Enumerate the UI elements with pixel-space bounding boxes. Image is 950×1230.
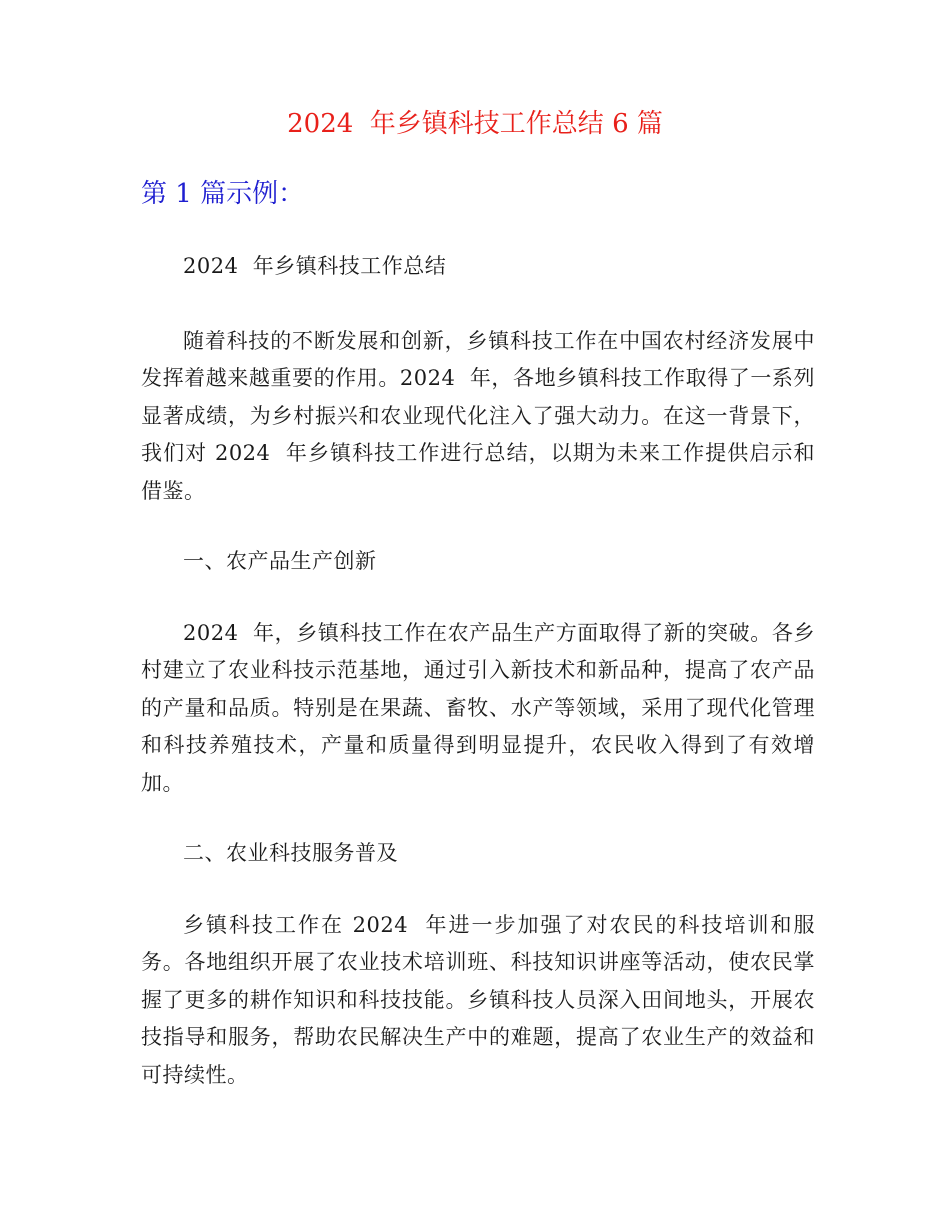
intro-paragraph: 随着科技的不断发展和创新，乡镇科技工作在中国农村经济发展中发挥着越来越重要的作用。2024 年，各地乡镇科技工作取得了一系列显著成绩，为乡村振兴和农业现代化注入了强大动力。在这一背景下，我们对 2024 年乡镇科技工作进行总结，以期为未来工作提供启示和借鉴。 xyxy=(141,328,815,503)
section-1-heading: 一、农产品生产创新 xyxy=(183,549,377,573)
document-body xyxy=(141,248,815,1127)
document-title: 2024 年乡镇科技工作总结 6 篇 xyxy=(287,109,663,139)
article-subtitle: 2024 年乡镇科技工作总结 xyxy=(183,254,447,278)
section-2-paragraph: 乡镇科技工作在 2024 年进一步加强了对农民的科技培训和服务。各地组织开展了农业技术培训班、科技知识讲座等活动，使农民掌握了更多的耕作知识和科技技能。乡镇科技人员深入田间地头，开展农技指导和服务，帮助农民解决生产中的难题，提高了农业生产的效益和可持续性。 xyxy=(141,912,815,1087)
section-2-heading: 二、农业科技服务普及 xyxy=(183,841,398,865)
section-1-paragraph: 2024 年，乡镇科技工作在农产品生产方面取得了新的突破。各乡村建立了农业科技示范基地，通过引入新技术和新品种，提高了农产品的产量和品质。特别是在果蔬、畜牧、水产等领域，采用了现代化管理和科技养殖技术，产量和质量得到明显提升，农民收入得到了有效增加。 xyxy=(141,620,815,795)
example-heading: 第 1 篇示例： xyxy=(141,179,305,209)
